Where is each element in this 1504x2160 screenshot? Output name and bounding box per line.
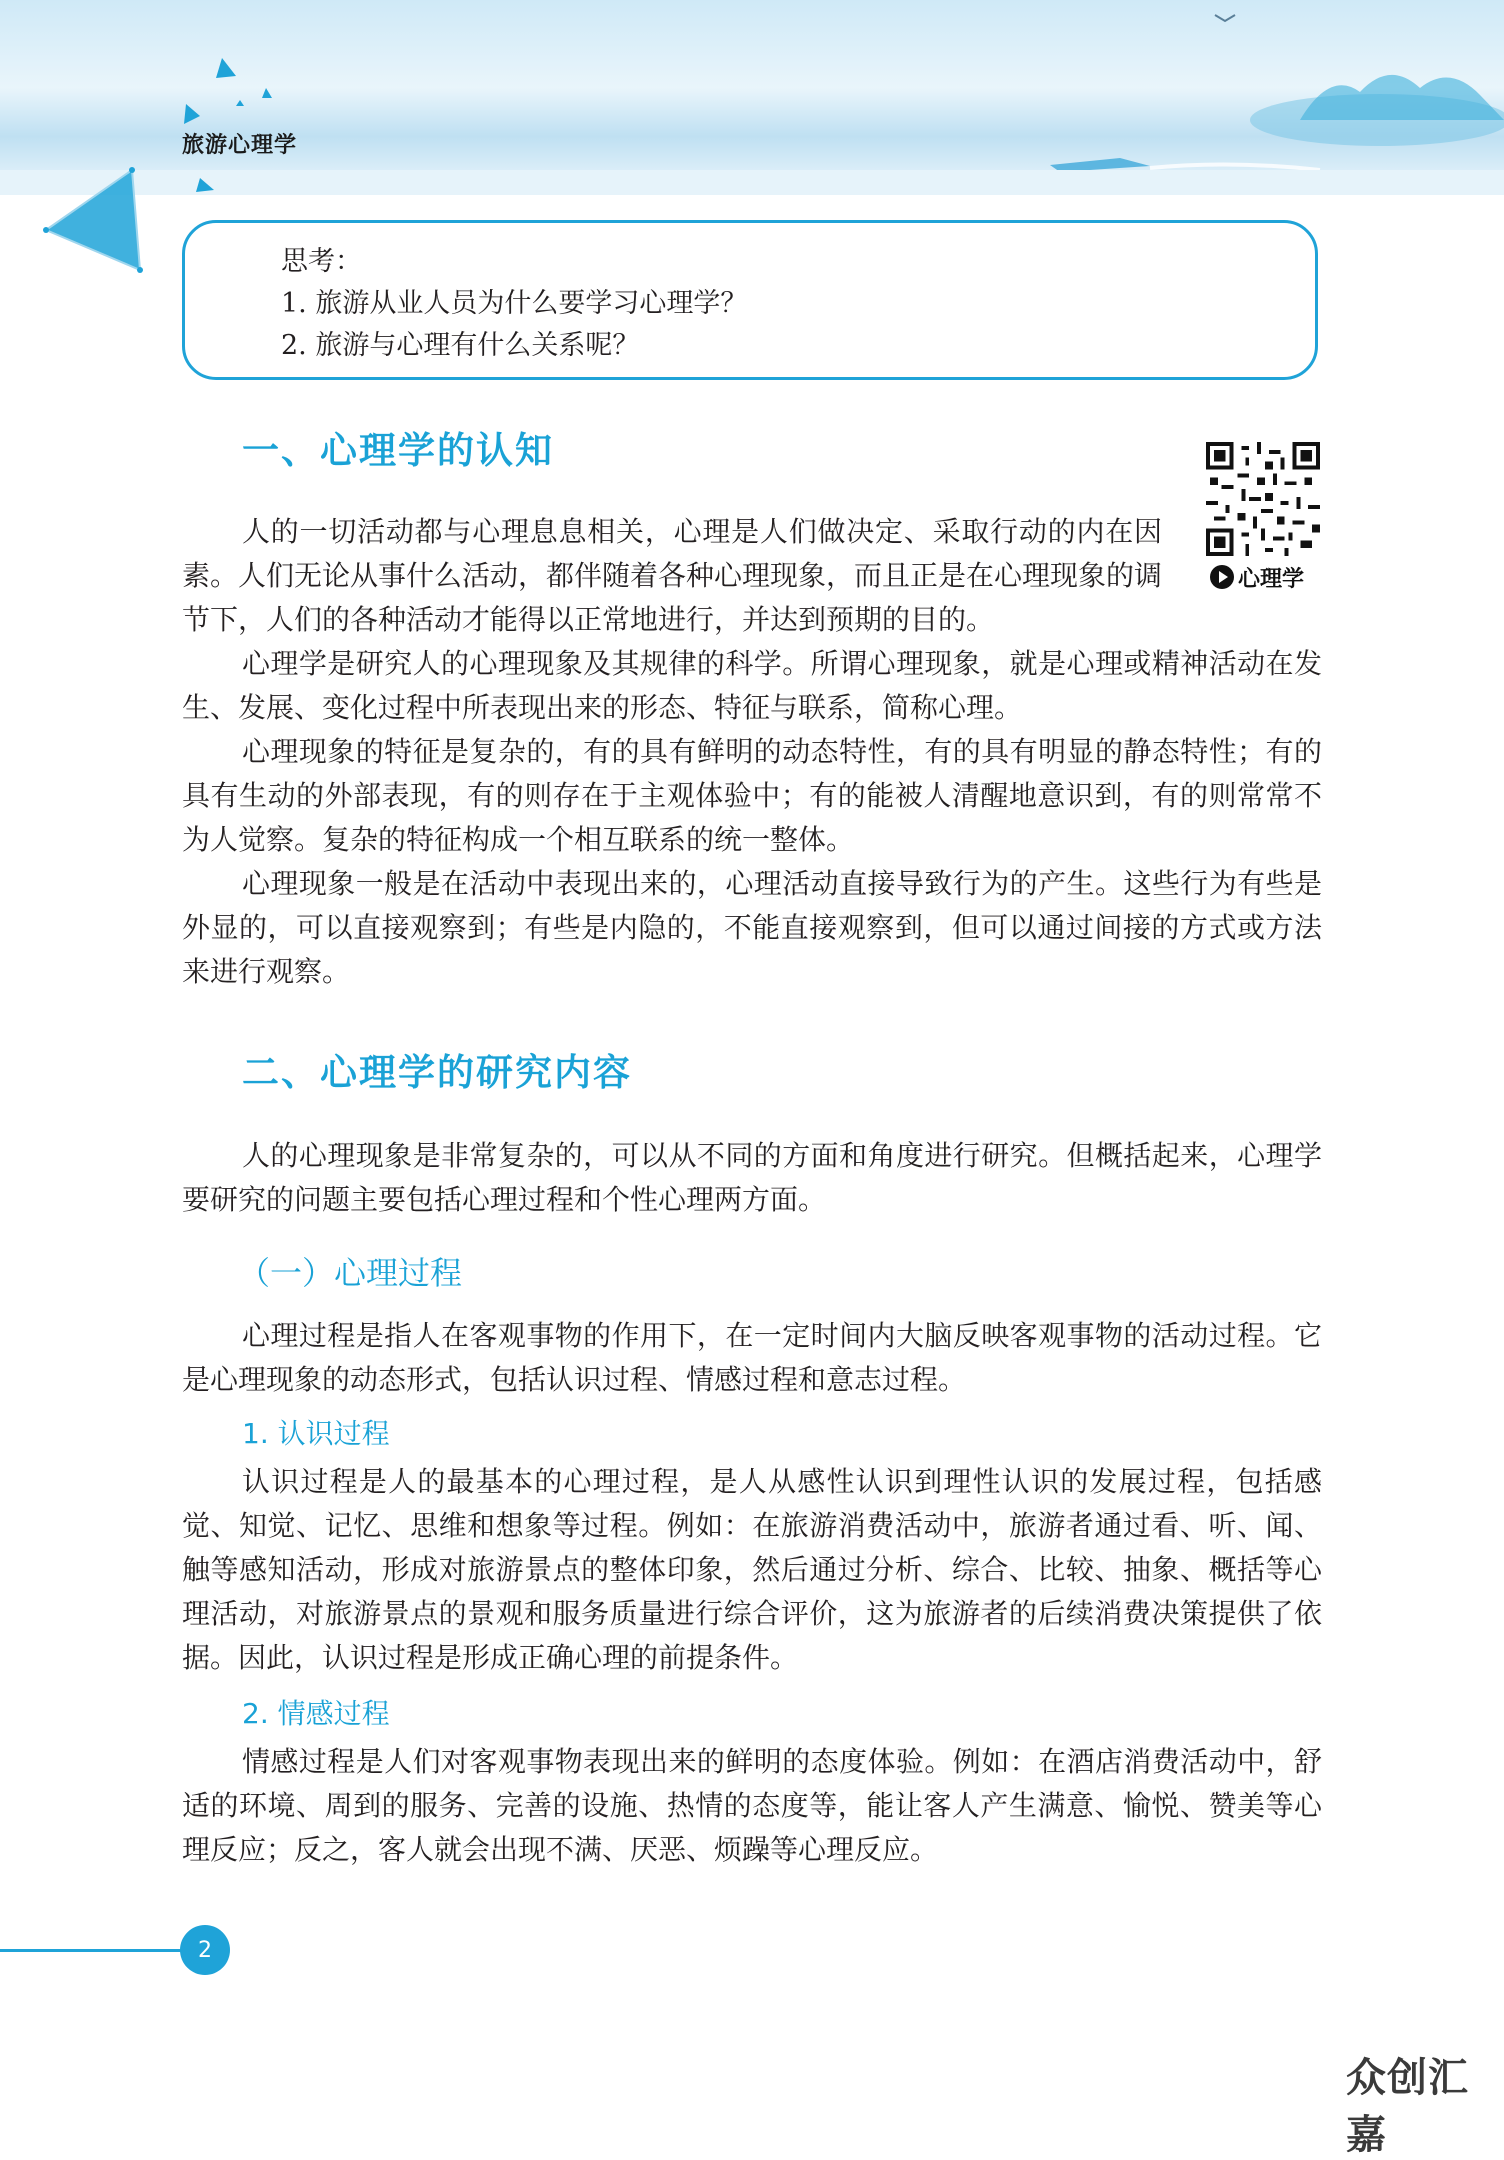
item2-title: 2. 情感过程 <box>242 1697 390 1730</box>
qr-video-label[interactable] <box>1210 562 1304 592</box>
section2-intro: 人的心理现象是非常复杂的，可以从不同的方面和角度进行研究。但概括起来，心理学要研究的问题主要包括心理过程和个性心理两方面。 <box>182 1139 1322 1216</box>
qr-code-icon[interactable] <box>1206 442 1320 556</box>
section1-heading: 一、心理学的认知 <box>242 429 554 472</box>
book-title: 旅游心理学 <box>182 133 298 158</box>
qr-label-text: 心理学 <box>1238 566 1305 592</box>
think-question-1: 1. 旅游从业人员为什么要学习心理学？ <box>281 288 748 319</box>
section2-heading: 二、心理学的研究内容 <box>242 1051 632 1094</box>
subsection-intro: 心理过程是指人在客观事物的作用下，在一定时间内大脑反映客观事物的活动过程。它是心理现象的动态形式，包括认识过程、情感过程和意志过程。 <box>182 1319 1322 1396</box>
play-icon <box>1210 565 1234 589</box>
think-title: 思考： <box>281 246 362 277</box>
section1-paragraph-4: 心理现象一般是在活动中表现出来的，心理活动直接导致行为的产生。这些行为有些是外显的，可以直接观察到；有些是内隐的，不能直接观察到，但可以通过间接的方式或方法来进行观察。 <box>182 867 1322 988</box>
subsection-heading: （一）心理过程 <box>238 1254 463 1292</box>
watermark: 众创汇嘉 <box>1346 2055 1469 2158</box>
beach-scene-image <box>0 0 1504 195</box>
section1-paragraph-3: 心理现象的特征是复杂的，有的具有鲜明的动态特性，有的具有明显的静态特性；有的具有生动的外部表现，有的则存在于主观体验中；有的能被人清醒地意识到，有的则常常不为人觉察。复杂的特征构成一个相互联系的统一整体。 <box>182 735 1322 856</box>
header-banner <box>0 0 1504 195</box>
page-number: 2 <box>180 1925 230 1975</box>
section1-paragraph-1: 人的一切活动都与心理息息相关，心理是人们做决定、采取行动的内在因素。人们无论从事什么活动，都伴随着各种心理现象，而且正是在心理现象的调节下，人们的各种活动才能得以正常地进行，并达到预期的目的。 <box>182 515 1163 636</box>
item1-text: 认识过程是人的最基本的心理过程，是人从感性认识到理性认识的发展过程，包括感觉、知觉、记忆、思维和想象等过程。例如：在旅游消费活动中，旅游者通过看、听、闻、触等感知活动，形成对旅游景点的整体印象，然后通过分析、综合、比较、抽象、概括等心理活动，对旅游景点的景观和服务质量进行综合评价，这为旅游者的后续消费决策提供了依据。因此，认识过程是形成正确心理的前提条件。 <box>182 1465 1322 1674</box>
think-box <box>182 220 1318 380</box>
item2-text: 情感过程是人们对客观事物表现出来的鲜明的态度体验。例如：在酒店消费活动中，舒适的环境、周到的服务、完善的设施、热情的态度等，能让客人产生满意、愉悦、赞美等心理反应；反之，客人就会出现不满、厌恶、烦躁等心理反应。 <box>182 1745 1322 1866</box>
triangle-decoration-icon <box>40 160 150 280</box>
item1-title: 1. 认识过程 <box>242 1417 390 1450</box>
footer-line <box>0 1949 184 1952</box>
section1-paragraph-2: 心理学是研究人的心理现象及其规律的科学。所谓心理现象，就是心理或精神活动在发生、发展、变化过程中所表现出来的形态、特征与联系，简称心理。 <box>182 647 1322 724</box>
think-question-2: 2. 旅游与心理有什么关系呢？ <box>281 330 640 361</box>
